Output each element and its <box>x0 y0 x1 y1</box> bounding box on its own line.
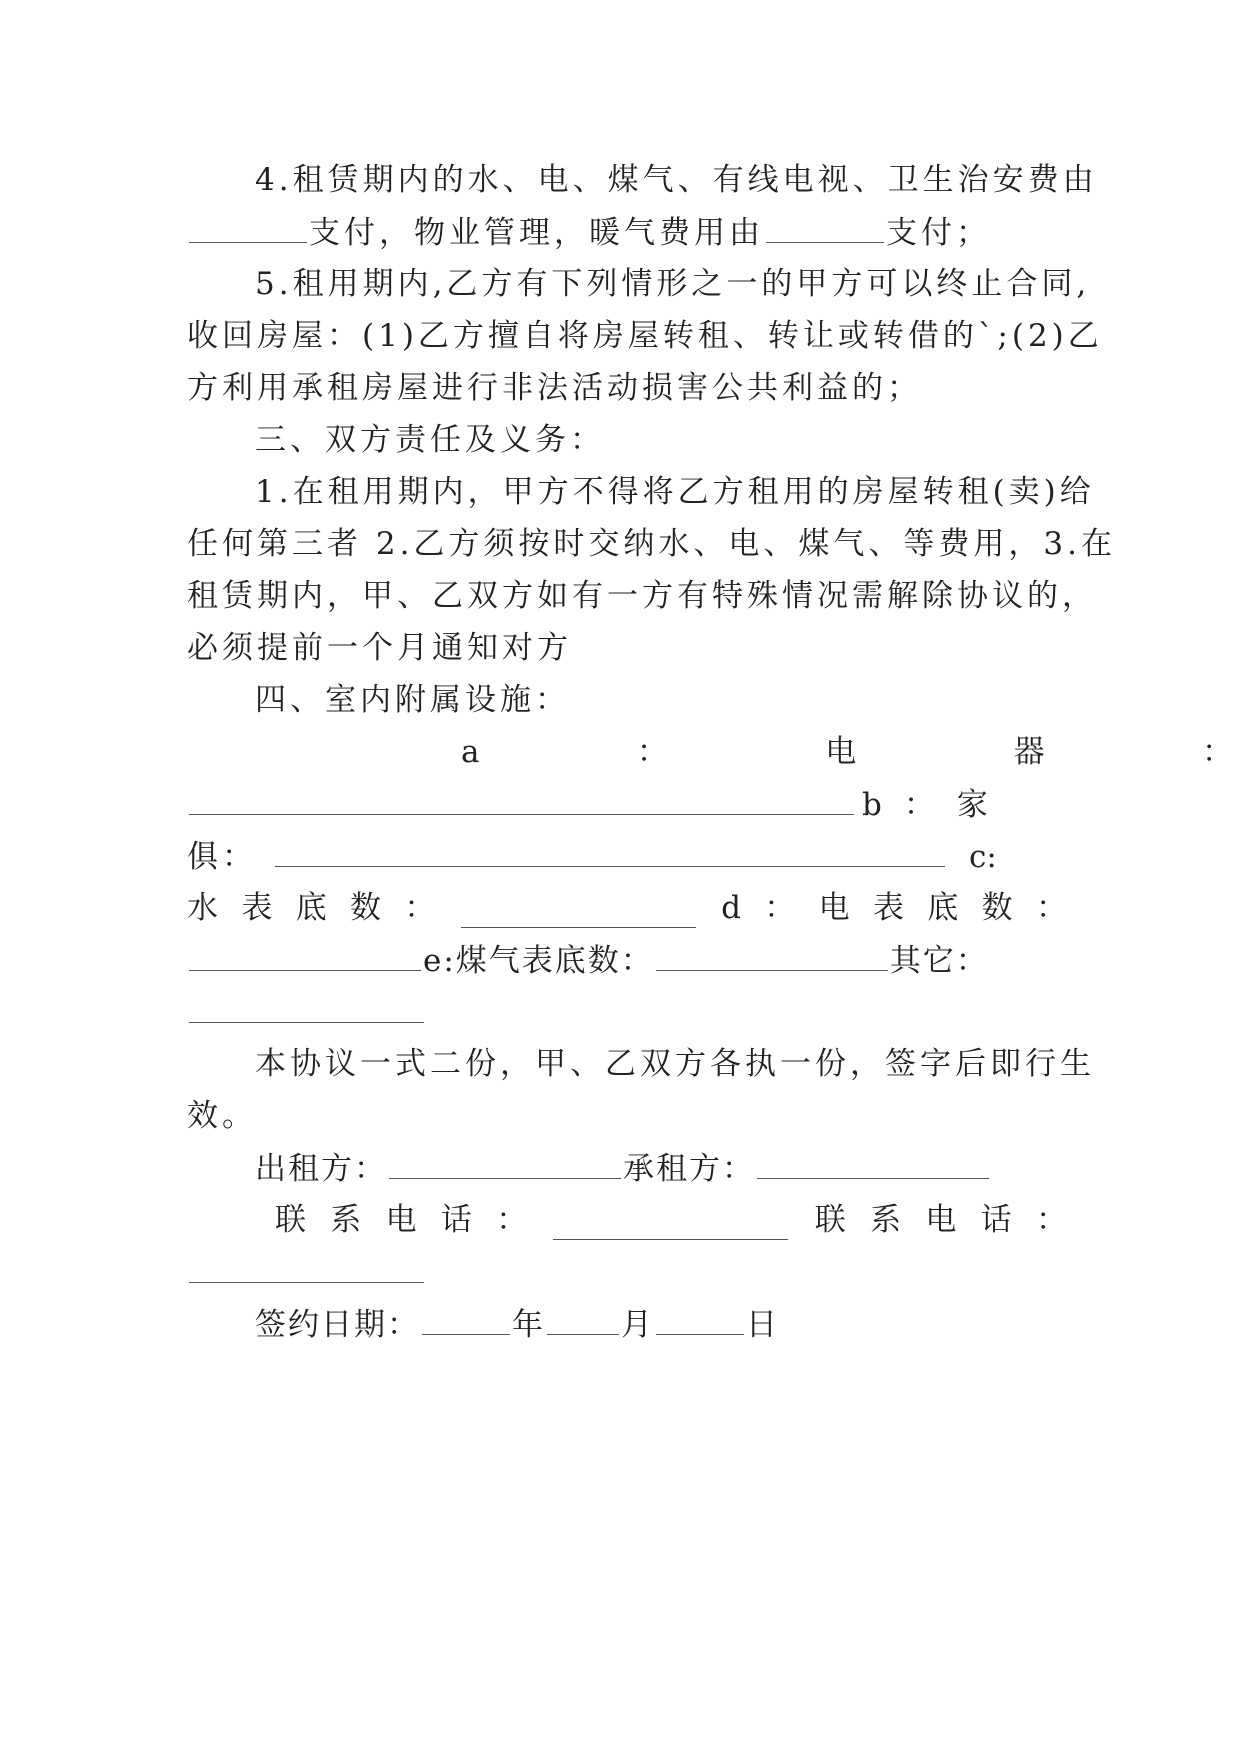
text: 1.在租用期内，甲方不得将乙方租用的房屋转租(卖)给 <box>255 474 1095 510</box>
blank-line <box>189 784 854 815</box>
blank-line <box>553 1209 788 1240</box>
text: 电 <box>385 1202 417 1238</box>
signature-line <box>187 1148 1135 1188</box>
lessee-label: 承租方： <box>623 1151 755 1187</box>
text: ： <box>1035 1202 1067 1238</box>
blank-only-line <box>187 1252 1067 1292</box>
blank-line <box>461 897 696 928</box>
meter-line <box>187 888 1067 928</box>
text: 联 <box>275 1202 306 1238</box>
appliance-line <box>187 732 1241 772</box>
text: 收回房屋：(1)乙方擅自将房屋转租、转让或转借的`;(2)乙 <box>187 318 1103 354</box>
text: 数 <box>350 890 382 926</box>
text: 器 <box>1013 734 1045 770</box>
text: e:煤气表底数： <box>423 943 654 979</box>
text: 俱 <box>187 839 218 875</box>
text: ： <box>404 890 436 926</box>
section-heading <box>187 420 1135 460</box>
text: 日 <box>746 1307 779 1343</box>
paragraph-line <box>187 368 1067 408</box>
date-label: 签约日期： <box>255 1307 420 1343</box>
blank-line <box>656 1304 744 1335</box>
text: 系 <box>870 1202 902 1238</box>
text: 系 <box>330 1202 362 1238</box>
text: ： <box>1201 734 1233 770</box>
text: 话 <box>440 1202 472 1238</box>
text: a <box>461 734 480 770</box>
text: 本协议一式二份，甲、乙双方各执一份，签字后即行生 <box>255 1046 1095 1082</box>
blank-line <box>189 1252 424 1283</box>
paragraph-line <box>187 264 1135 304</box>
blank-line <box>656 940 888 971</box>
blank-line <box>766 212 884 243</box>
blank-line <box>189 212 307 243</box>
text: 底 <box>295 890 327 926</box>
text: 支付，物业管理，暖气费用由 <box>309 215 764 251</box>
text: ： <box>1035 890 1067 926</box>
text: 月 <box>621 1307 654 1343</box>
text: b <box>862 787 882 823</box>
phone-line <box>187 1200 1067 1240</box>
text: ： <box>636 734 668 770</box>
text: 支付； <box>886 215 991 251</box>
lessor-label: 出租方： <box>255 1151 387 1187</box>
paragraph-line <box>187 160 1135 200</box>
text: 电 <box>925 1202 957 1238</box>
text: ： <box>222 839 253 875</box>
paragraph-line <box>187 316 1103 356</box>
text: 方利用承租房屋进行非法活动损害公共利益的； <box>187 370 922 406</box>
blank-only-line <box>187 992 1067 1032</box>
text: ： <box>903 787 935 823</box>
text: 任何第三者 2.乙方须按时交纳水、电、煤气、等费用，3.在 <box>187 526 1117 562</box>
text: 其它： <box>889 943 989 979</box>
text: 4.租赁期内的水、电、煤气、有线电视、卫生治安费由 <box>255 162 1098 198</box>
blank-line <box>189 940 421 971</box>
paragraph-line <box>187 524 1117 564</box>
text: 数 <box>981 890 1013 926</box>
date-line <box>187 1304 1135 1344</box>
text: 三、双方责任及义务： <box>255 422 605 458</box>
blank-line <box>422 1304 510 1335</box>
text: 表 <box>872 890 904 926</box>
blank-line <box>389 1148 621 1179</box>
text: ： <box>764 890 796 926</box>
text: 年 <box>512 1307 545 1343</box>
text: 5.租用期内,乙方有下列情形之一的甲方可以终止合同, <box>255 266 1091 302</box>
paragraph-line <box>187 472 1135 512</box>
text: d <box>721 890 741 926</box>
text: 电 <box>825 734 857 770</box>
section-heading <box>187 680 1135 720</box>
paragraph-line <box>187 1096 1067 1136</box>
text: 电 <box>818 890 850 926</box>
furniture-line <box>187 784 1067 824</box>
text: ： <box>496 1202 528 1238</box>
text: 联 <box>814 1202 846 1238</box>
furniture-line <box>187 836 1067 876</box>
text: 家 <box>956 787 988 823</box>
text: 四、室内附属设施： <box>255 682 570 718</box>
blank-line <box>275 836 945 867</box>
paragraph-line <box>187 1044 1135 1084</box>
text: 表 <box>241 890 273 926</box>
text: 话 <box>980 1202 1012 1238</box>
text: c: <box>969 839 997 875</box>
text: 必须提前一个月通知对方 <box>187 630 572 666</box>
text: 效。 <box>187 1098 257 1134</box>
paragraph-line <box>187 576 1097 616</box>
paragraph-line <box>187 628 1067 668</box>
meter-line <box>187 940 1067 980</box>
paragraph-line <box>187 212 1067 252</box>
blank-line <box>547 1304 619 1335</box>
text: 水 <box>187 890 218 926</box>
blank-line <box>189 992 424 1023</box>
blank-line <box>757 1148 989 1179</box>
text: 租赁期内，甲、乙双方如有一方有特殊情况需解除协议的， <box>187 578 1097 614</box>
text: 底 <box>927 890 959 926</box>
